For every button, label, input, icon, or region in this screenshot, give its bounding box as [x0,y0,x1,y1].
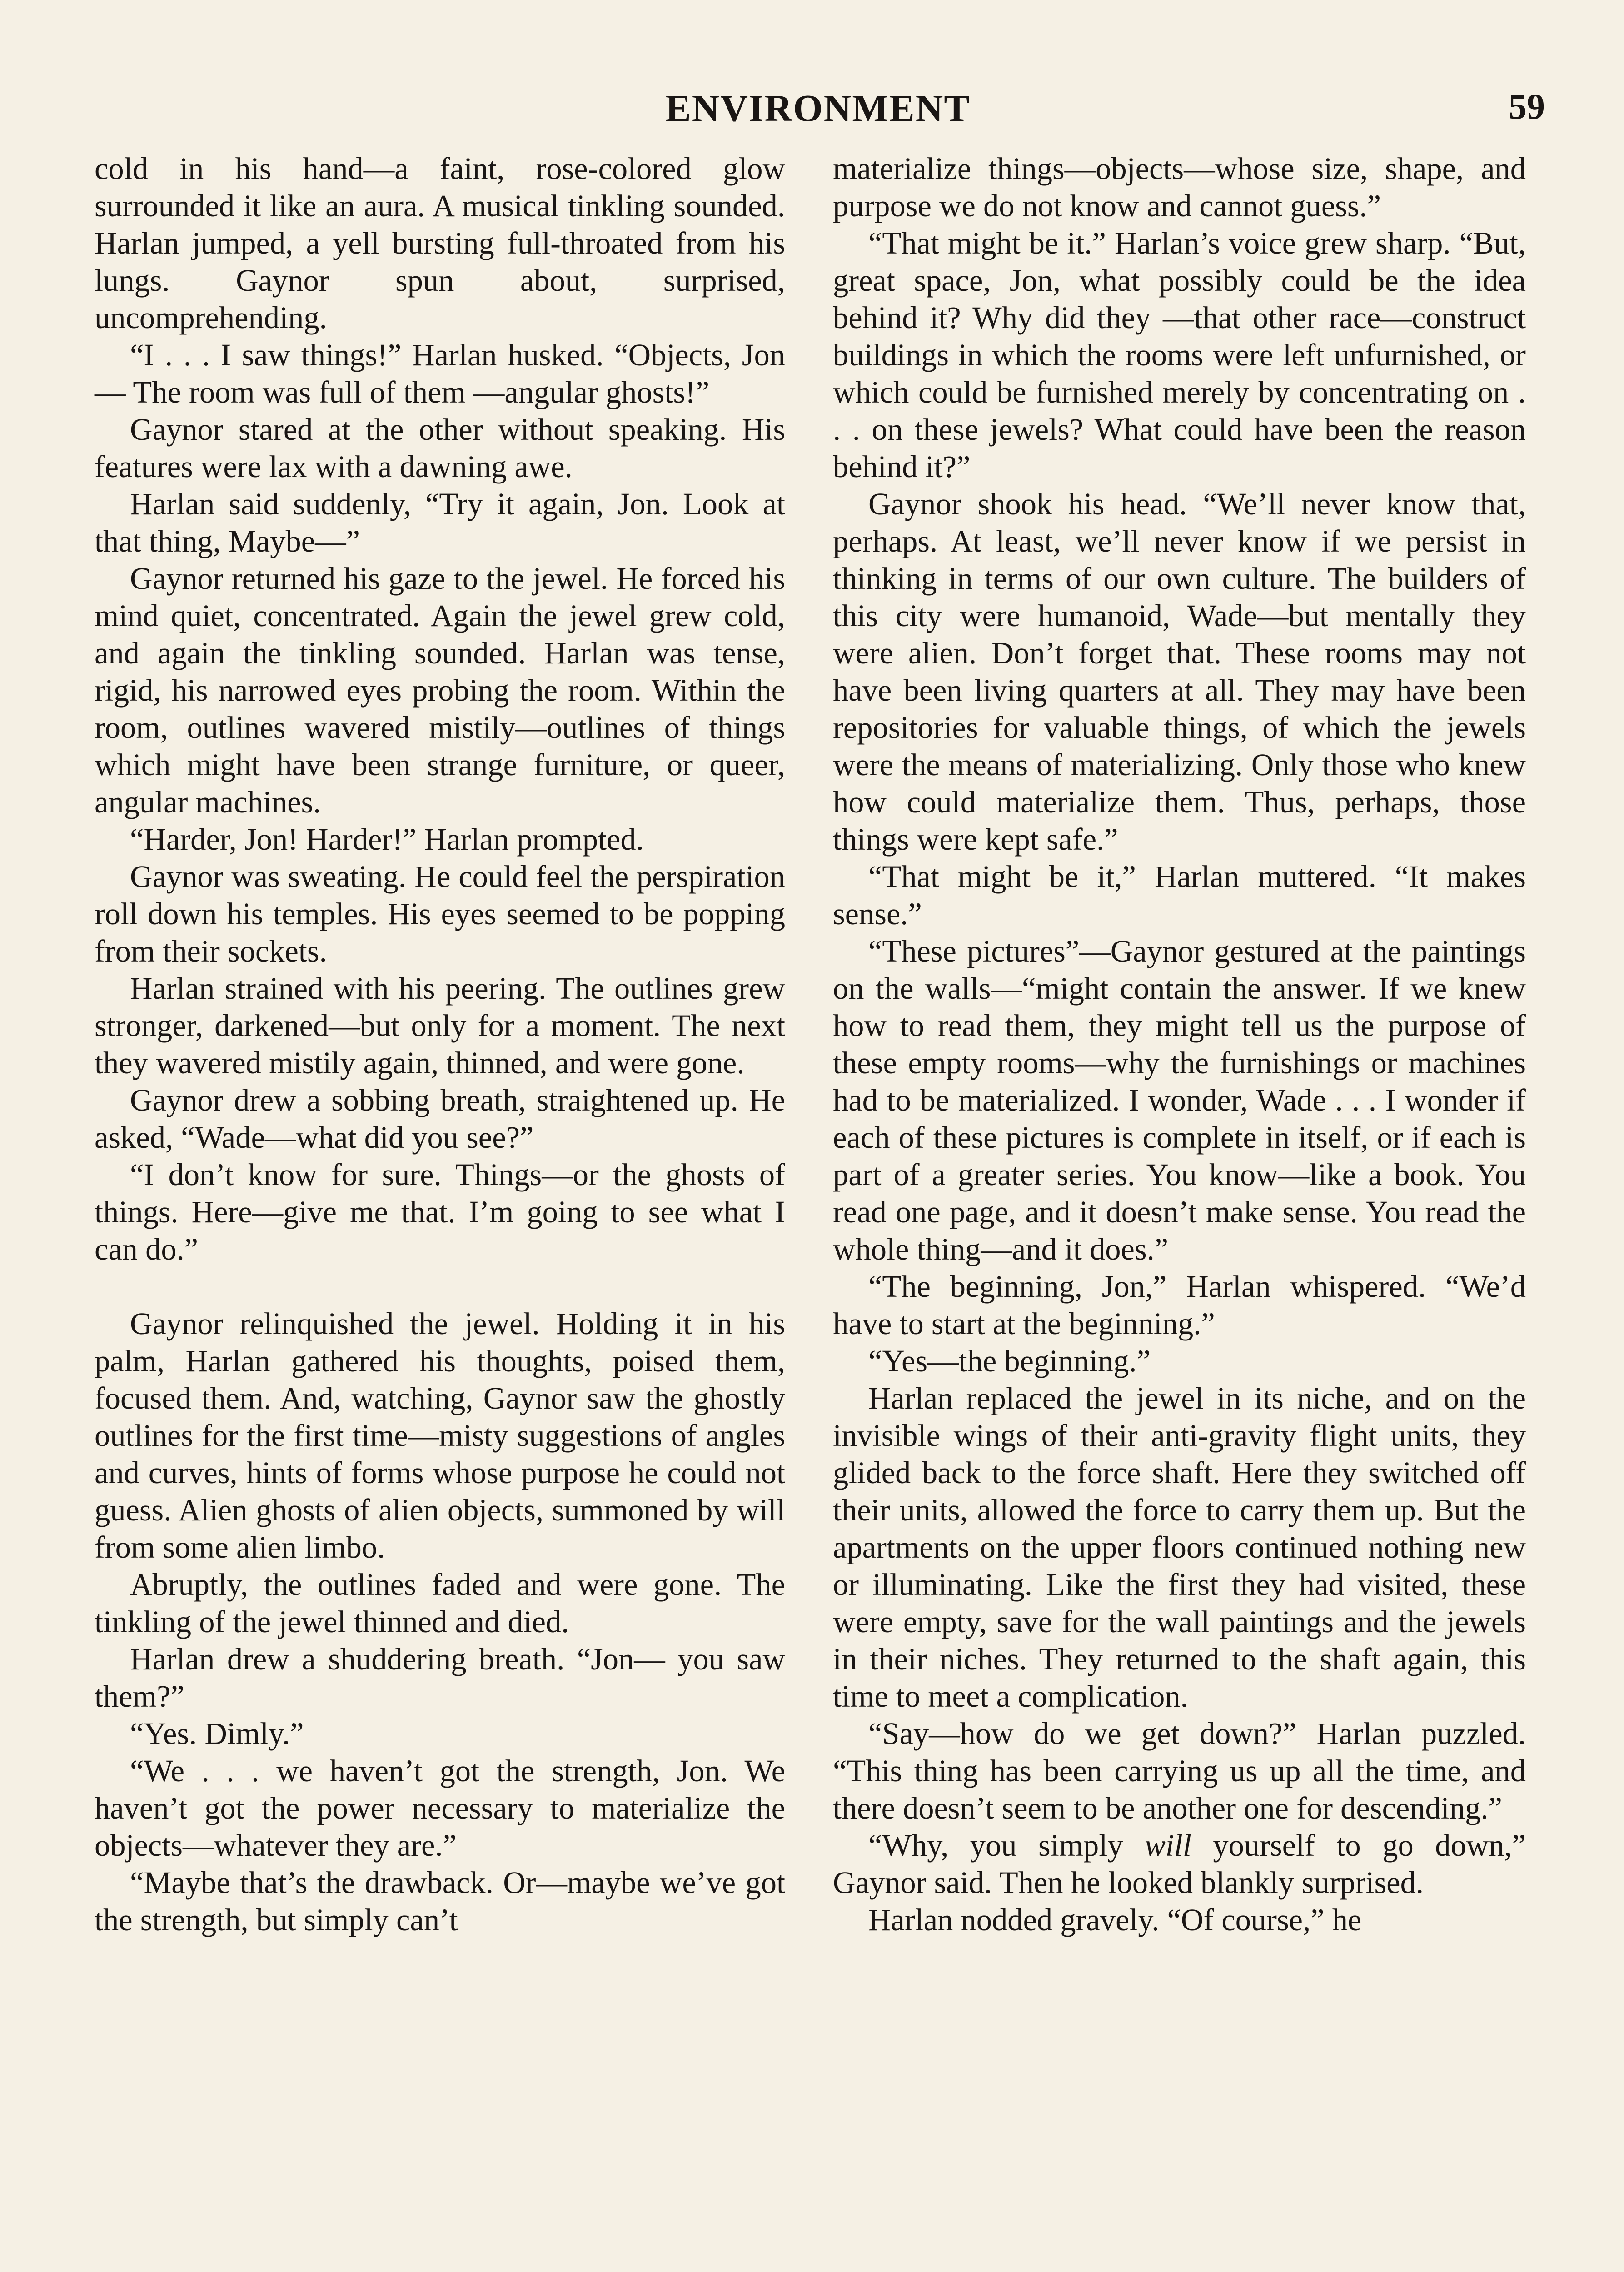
running-header-title: ENVIRONMENT [665,87,971,130]
paragraph: Gaynor drew a sobbing breath, straightened up. He asked, “Wade—what did you see?” [95,1083,785,1155]
paragraph: Harlan said suddenly, “Try it again, Jon. Look at that thing, Maybe—” [95,487,785,558]
paragraph: Gaynor was sweating. He could feel the perspiration roll down his temples. His eyes seemed to be popping from their sockets. [95,859,785,968]
paragraph: materialize things—objects—whose size, shape, and purpose we do not know and cannot guess.” [833,151,1526,223]
text-run: yourself to go down,” Gaynor said. Then he looked blankly surprised. [833,1828,1526,1900]
right-text-column [833,150,1526,1938]
paragraph: Gaynor relinquished the jewel. Holding it in his palm, Harlan gathered his thoughts, poised them, focused them. And, watching, Gaynor saw the ghostly outlines for the first time—misty suggestions of angles and curves, hints of forms whose purpose he could not guess. Alien ghosts of alien objects, summoned by will from some alien limbo. [95,1306,785,1564]
paragraph: Harlan nodded gravely. “Of course,” he [868,1903,1362,1937]
paragraph: Gaynor returned his gaze to the jewel. He forced his mind quiet, concentrated. Again the jewel grew cold, and again the tinkling sounded. Harlan was tense, rigid, his narrowed eyes probing the room. Within the room, outlines wavered mistily—outlines of things which might have been strange furniture, or queer, angular machines. [95,561,785,819]
paragraph: “The beginning, Jon,” Harlan whispered. “We’d have to start at the beginning.” [833,1269,1526,1341]
paragraph: Harlan replaced the jewel in its niche, and on the invisible wings of their anti-gravity flight units, they glided back to the force shaft. Here they switched off their units, allowed the force to carry them up. But the apartments on the upper floors continued nothing new or illuminating. Like the first they had visited, these were empty, save for the wall paintings and the jewels in their niches. They returned to the shaft again, this time to meet a complication. [833,1381,1526,1714]
text-run: “Why, you simply [868,1828,1145,1863]
paragraph: “We . . . we haven’t got the strength, Jon. We haven’t got the power necessary to materialize the objects—whatever they are.” [95,1754,785,1863]
left-text-column [95,150,785,1938]
paragraph: Harlan strained with his peering. The outlines grew stronger, darkened—but only for a moment. The next they wavered mistily again, thinned, and were gone. [95,971,785,1080]
page-number: 59 [1509,87,1545,127]
paragraph: “Say—how do we get down?” Harlan puzzled. “This thing has been carrying us up all the time, and there doesn’t seem to be another one for descending.” [833,1716,1526,1825]
paragraph: cold in his hand—a faint, rose-colored glow surrounded it like an aura. A musical tinkling sounded. Harlan jumped, a yell bursting full-throated from his lungs. Gaynor spun about, surprised, uncomprehending. [95,151,785,335]
paragraph: “That might be it.” Harlan’s voice grew sharp. “But, great space, Jon, what possibly could be the idea behind it? Why did they —that other race—construct buildings in which the rooms were left unfurnished, or which could be furnished merely by concentrating on . . . on these jewels? What could have been the reason behind it?” [833,226,1526,484]
paragraph: Gaynor shook his head. “We’ll never know that, perhaps. At least, we’ll never know if we persist in thinking in terms of our own culture. The builders of this city were humanoid, Wade—but mentally they were alien. Don’t forget that. These rooms may not have been living quarters at all. They may have been repositories for valuable things, of which the jewels were the means of materializing. Only those who knew how could materialize them. Thus, perhaps, those things were kept safe.” [833,487,1526,857]
paragraph: “I don’t know for sure. Things—or the ghosts of things. Here—give me that. I’m going to see what I can do.” [95,1157,785,1266]
paragraph: “That might be it,” Harlan muttered. “It makes sense.” [833,859,1526,931]
italic-word: will [1145,1828,1191,1863]
paragraph-with-italic [833,1827,1526,1901]
paragraph: “Yes—the beginning.” [868,1344,1151,1378]
paragraph: Gaynor stared at the other without speaking. His features were lax with a dawning awe. [95,412,785,484]
paragraph: “Maybe that’s the drawback. Or—maybe we’ve got the strength, but simply can’t [95,1865,785,1937]
paragraph: Harlan drew a shuddering breath. “Jon— you saw them?” [95,1642,785,1714]
paragraph: “Yes. Dimly.” [130,1716,304,1751]
paragraph: “These pictures”—Gaynor gestured at the paintings on the walls—“might contain the answer. If we knew how to read them, they might tell us the purpose of these empty rooms—why the furnishings or machines had to be materialized. I wonder, Wade . . . I wonder if each of these pictures is complete in itself, or if each is part of a greater series. You know—like a book. You read one page, and it doesn’t make sense. You read the whole thing—and it does.” [833,934,1526,1266]
paragraph: “I . . . I saw things!” Harlan husked. “Objects, Jon— The room was full of them —angular ghosts!” [95,338,785,409]
paragraph: “Harder, Jon! Harder!” Harlan prompted. [130,822,644,857]
paragraph: Abruptly, the outlines faded and were gone. The tinkling of the jewel thinned and died. [95,1567,785,1639]
